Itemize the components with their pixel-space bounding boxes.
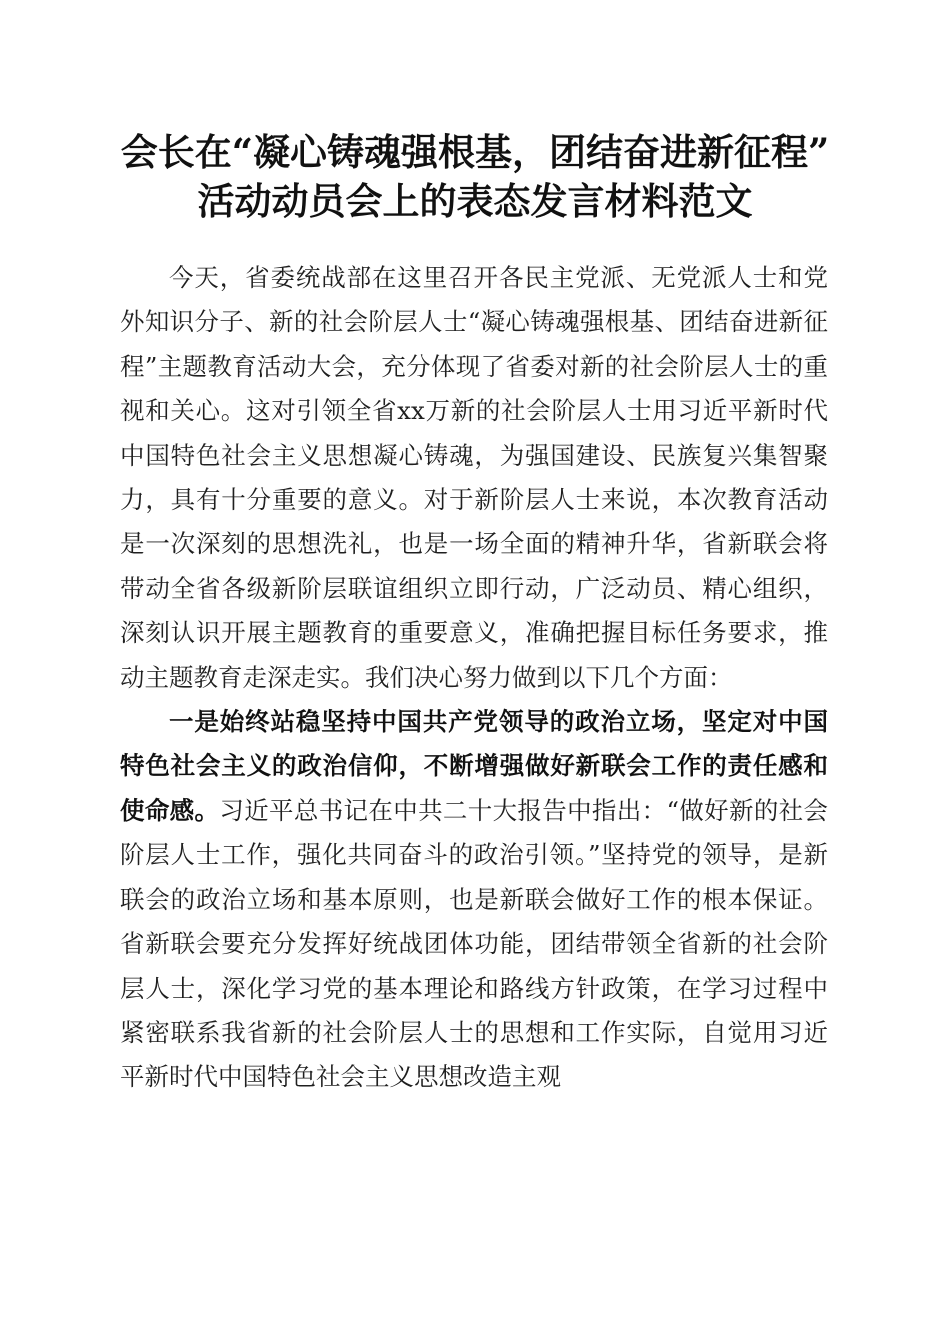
paragraph-2-lead: 一是始终站稳坚持中国共产党领导的政治立场，坚定对中国特色社会主义的政治信仰，不断增强做好新联会工作的责任感和使命感。 (120, 707, 828, 825)
document-body (120, 256, 828, 1100)
document-title (0, 128, 950, 226)
title-line-1: 会长在“凝心铸魂强根基，团结奋进新征程” (120, 130, 830, 174)
paragraph-1-text: 今天，省委统战部在这里召开各民主党派、无党派人士和党外知识分子、新的社会阶层人士“凝心铸魂强根基、团结奋进新征程”主题教育活动大会，充分体现了省委对新的社会阶层人士的重视和关心。这对引领全省xx万新的社会阶层人士用习近平新时代中国特色社会主义思想凝心铸魂，为强国建设、民族复兴集智聚力，具有十分重要的意义。对于新阶层人士来说，本次教育活动是一次深刻的思想洗礼，也是一场全面的精神升华，省新联会将带动全省各级新阶层联谊组织立即行动，广泛动员、精心组织，深刻认识开展主题教育的重要意义，准确把握目标任务要求，推动主题教育走深走实。我们决心努力做到以下几个方面： (120, 263, 828, 692)
title-line-2: 活动动员会上的表态发言材料范文 (197, 179, 753, 223)
paragraph-2 (120, 700, 828, 1100)
paragraph-1 (120, 256, 828, 700)
paragraph-2-text: 习近平总书记在中共二十大报告中指出：“做好新的社会阶层人士工作，强化共同奋斗的政治引领。”坚持党的领导，是新联会的政治立场和基本原则，也是新联会做好工作的根本保证。省新联会要充分发挥好统战团体功能，团结带领全省新的社会阶层人士，深化学习党的基本理论和路线方针政策，在学习过程中紧密联系我省新的社会阶层人士的思想和工作实际，自觉用习近平新时代中国特色社会主义思想改造主观 (120, 795, 828, 1092)
